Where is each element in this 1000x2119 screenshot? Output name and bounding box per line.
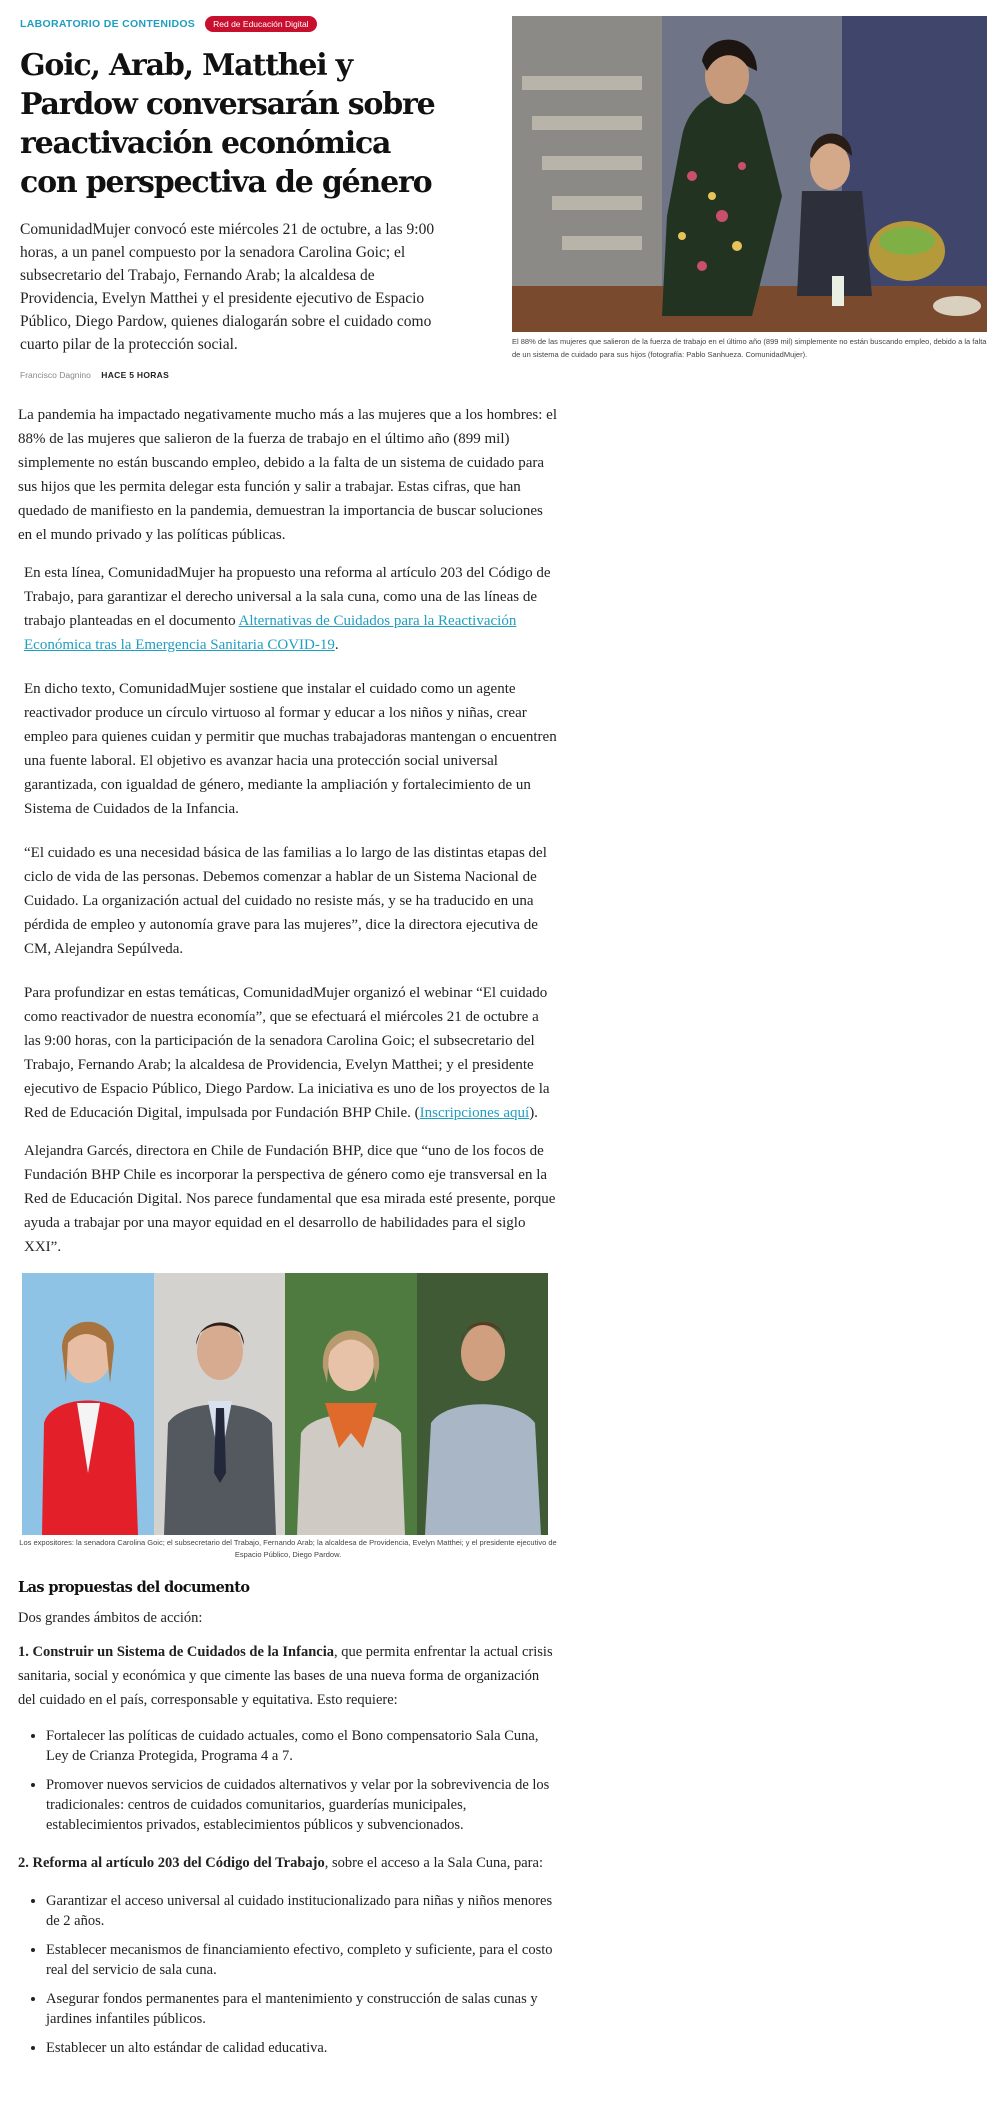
- point-1-list: [18, 1726, 558, 1835]
- point-2-heading: 2. Reforma al artículo 203 del Código del Trabajo: [18, 1855, 325, 1871]
- paragraph-3: En dicho texto, ComunidadMujer sostiene que instalar el cuidado como un agente reactivador produce un círculo virtuoso al formar y educar a los niños y niñas, crear empleo para quienes cuidan y permitir que muchas trabajadoras mantengan o encuentren una fuente laboral. El objetivo es avanzar hacia una protección social universal garantizada, con igualdad de género, mediante la ampliación y fortalecimiento de un Sistema de Cuidados de la Infancia.: [24, 681, 557, 817]
- paragraph-5-end: ).: [529, 1105, 538, 1121]
- paragraph-2-end: .: [334, 637, 339, 653]
- hero-figure: [512, 16, 987, 361]
- article-body: [18, 403, 558, 2067]
- paragraph-6: Alejandra Garcés, directora en Chile de Fundación BHP, dice que “uno de los focos de Fundación BHP Chile es incorporar la perspectiva de género como eje transversal en la Red de Educación Digital. Nos parece fundamental que esa mirada esté presente, porque ayuda a trabajar por una mayor equidad en el desarrollo de habilidades para el siglo XXI”.: [24, 1143, 556, 1255]
- author-name[interactable]: Francisco Dagnino: [20, 370, 91, 380]
- paragraph-2-text: En esta línea, ComunidadMujer ha propuesto una reforma al artículo 203 del Código de Trabajo, para garantizar el derecho universal a la sala cuna, como una de las líneas de trabajo planteadas en el documento: [24, 565, 551, 629]
- list-item: • Asegurar fondos permanentes para el mantenimiento y construcción de salas cunas y jardines infantiles públicos.: [46, 1989, 558, 2029]
- speaker-portrait-1: [22, 1273, 154, 1535]
- point-1: [18, 1640, 558, 1712]
- article-lead: ComunidadMujer convocó este miércoles 21 de octubre, a las 9:00 horas, a un panel compuesto por la senadora Carolina Goic; el subsecretario del Trabajo, Fernando Arab; la alcaldesa de Providencia, Evelyn Matthei y el presidente ejecutivo de Espacio Público, Diego Pardow, quienes dialogarán sobre el cuidado como cuarto pilar de la protección social.: [20, 221, 435, 353]
- list-item: • Fortalecer las políticas de cuidado actuales, como el Bono compensatorio Sala Cuna, Ley de Crianza Protegida, Programa 4 a 7.: [46, 1726, 558, 1766]
- hero-illustration: [512, 16, 987, 332]
- point-1-heading: 1. Construir un Sistema de Cuidados de la Infancia: [18, 1644, 334, 1660]
- speaker-photo-matthei: [285, 1273, 417, 1535]
- point-2-list: [18, 1891, 558, 2058]
- list-item: • Establecer un alto estándar de calidad educativa.: [46, 2038, 558, 2058]
- speakers-photo: [22, 1273, 548, 1535]
- point-2: [18, 1851, 558, 1875]
- registration-link[interactable]: Inscripciones aquí: [419, 1105, 530, 1121]
- speaker-portrait-2: [154, 1273, 286, 1535]
- point-2-text: , sobre el acceso a la Sala Cuna, para:: [324, 1855, 543, 1871]
- paragraph-4: “El cuidado es una necesidad básica de las familias a lo largo de las distintas etapas del ciclo de vida de las personas. Debemos comenzar a hablar de un Sistema Nacional de Cuidado. La organización actual del cuidado no resiste más, y se ha traducido en una pérdida de empleo y autonomía grave para las mujeres”, dice la directora ejecutiva de CM, Alejandra Sepúlveda.: [24, 845, 547, 957]
- speaker-photo-arab: [154, 1273, 286, 1535]
- point-1-text: , que permita enfrentar la actual crisis sanitaria, social y económica y que cimente las bases de una nueva forma de organización del cuidado en el país, corresponsable y equitativa. Esto requiere:: [18, 1644, 553, 1708]
- section-intro: Dos grandes ámbitos de acción:: [18, 1610, 203, 1626]
- speaker-photo-goic: [22, 1273, 154, 1535]
- paragraph-5: [18, 981, 558, 1125]
- kicker-row: [20, 16, 450, 32]
- paragraph-1: La pandemia ha impactado negativamente mucho más a las mujeres que a los hombres: el 88% de las mujeres que salieron de la fuerza de trabajo en el último año (899 mil) simplemente no están buscando empleo, debido a la falta de un sistema de cuidado para sus hijos que les permita delegar esta función y salir a trabajar. Estas cifras, que han quedado de manifiesto en la pandemia, demuestran la importancia de buscar soluciones en el mundo privado y las políticas públicas.: [18, 407, 557, 543]
- speaker-portrait-3: [285, 1273, 417, 1535]
- list-item: • Promover nuevos servicios de cuidados alternativos y velar por la sobrevivencia de los tradicionales: centros de cuidados comunitarios, guarderías municipales, establecimientos privados, establecimientos públicos y subvencionados.: [46, 1775, 558, 1835]
- hero-caption: El 88% de las mujeres que salieron de la fuerza de trabajo en el último año (899 mil) simplemente no están buscando empleo, debido a la falta de un sistema de cuidado para sus hijos (fotografía: Pablo Sanhueza. ComunidadMujer).: [512, 337, 987, 359]
- section-kicker[interactable]: LABORATORIO DE CONTENIDOS: [20, 18, 196, 30]
- byline: [20, 370, 450, 380]
- speakers-caption: Los expositores: la senadora Carolina Goic; el subsecretario del Trabajo, Fernando Arab; la alcaldesa de Providencia, Evelyn Matthei; y el presidente ejecutivo de Espacio Público, Diego Pardow.: [19, 1538, 557, 1559]
- section-subheading: Las propuestas del documento: [18, 1579, 250, 1596]
- article-title: Goic, Arab, Matthei y Pardow conversarán sobre reactivación económica con perspectiva de género: [20, 48, 435, 200]
- article-header: [20, 16, 450, 380]
- list-item: • Establecer mecanismos de financiamiento efectivo, completo y suficiente, para el costo real del servicio de sala cuna.: [46, 1940, 558, 1980]
- speaker-portrait-4: [417, 1273, 549, 1535]
- publish-time: HACE 5 HORAS: [101, 370, 170, 380]
- speaker-photo-pardow: [417, 1273, 549, 1535]
- document-link[interactable]: Alternativas de Cuidados para la Reactivación Económica tras la Emergencia Sanitaria COVID-19: [24, 613, 517, 653]
- speakers-figure: [18, 1273, 558, 1561]
- sponsor-badge[interactable]: Red de Educación Digital: [205, 16, 316, 32]
- paragraph-5-text: Para profundizar en estas temáticas, ComunidadMujer organizó el webinar “El cuidado como reactivador de nuestra economía”, que se efectuará el miércoles 21 de octubre a las 9:00 horas, con la participación de la senadora Carolina Goic; el subsecretario del Trabajo, Fernando Arab; la alcaldesa de Providencia, Evelyn Matthei; y el presidente ejecutivo de Espacio Público, Diego Pardow. La iniciativa es uno de los proyectos de la Red de Educación Digital, impulsada por Fundación BHP Chile. (: [24, 985, 550, 1121]
- list-item: • Garantizar el acceso universal al cuidado institucionalizado para niñas y niños menores de 2 años.: [46, 1891, 558, 1931]
- hero-image: [512, 16, 987, 332]
- paragraph-2: [18, 561, 558, 657]
